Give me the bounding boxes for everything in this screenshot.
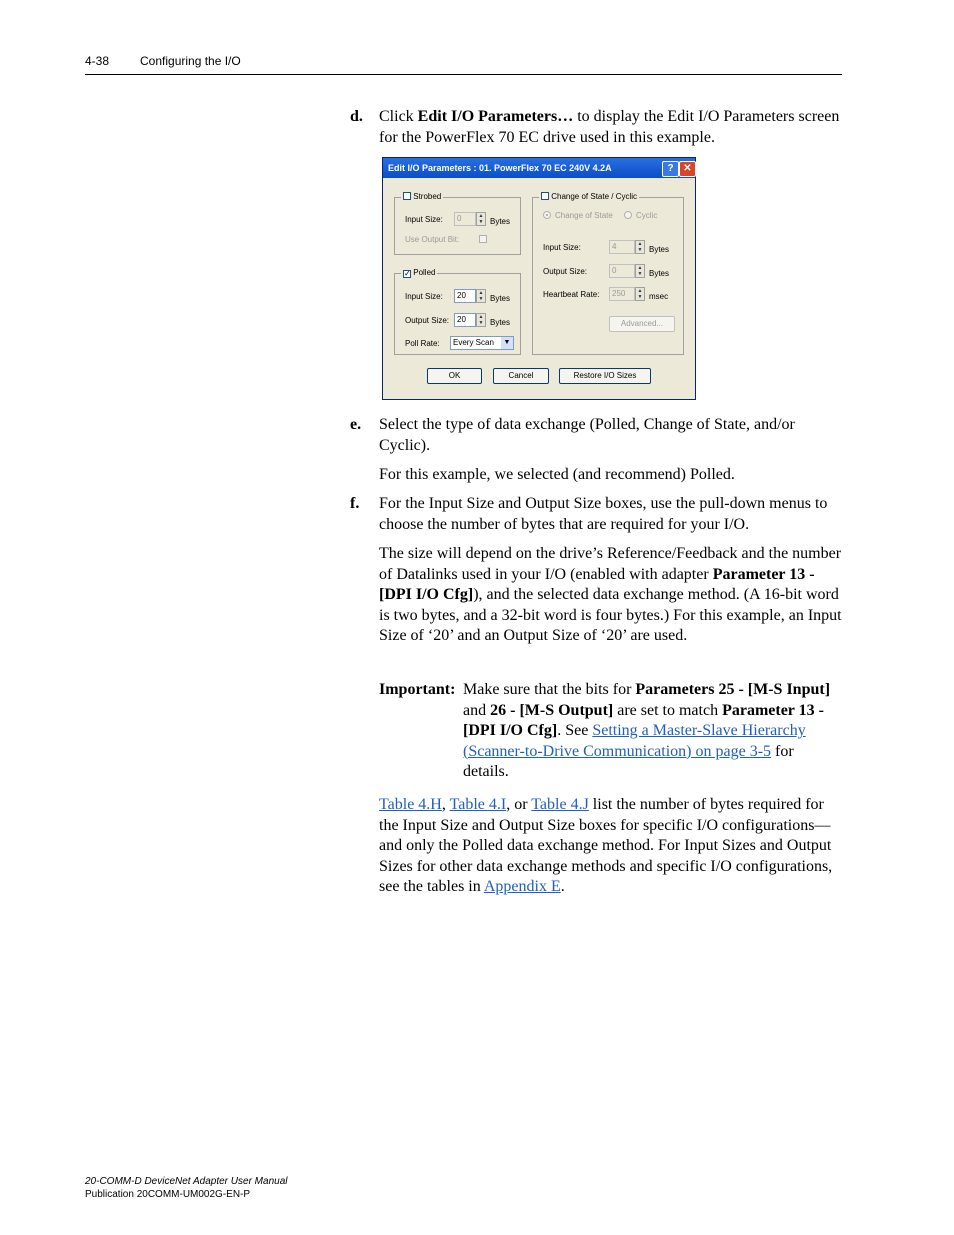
strobed-checkbox[interactable] — [403, 192, 411, 200]
step-text: For the Input Size and Output Size boxes, use the pull-down menus to choose the number of bytes that are required for your I/O. — [379, 495, 828, 533]
close-icon: ✕ — [683, 163, 692, 174]
strobed-group — [394, 192, 521, 255]
chevron-down-icon: ▼ — [501, 337, 513, 349]
strobed-input-size-spinner[interactable]: ▲ ▼ — [476, 212, 486, 226]
change-of-state-radio[interactable] — [543, 211, 551, 219]
poll-rate-select[interactable]: Every Scan ▼ — [450, 336, 514, 350]
polled-output-bytes-label: Bytes — [490, 318, 511, 327]
cos-cyclic-checkbox[interactable] — [541, 192, 549, 200]
footer-publication: Publication 20COMM-UM002G-EN-P — [85, 1189, 251, 1200]
cos-legend: Change of State / Cyclic — [539, 192, 639, 201]
table-4h-link[interactable]: Table 4.H — [379, 796, 442, 813]
step-label: f. — [350, 495, 360, 512]
cancel-button[interactable]: Cancel — [493, 368, 549, 384]
advanced-button[interactable]: Advanced... — [609, 316, 675, 332]
polled-input-size-label: Input Size: — [405, 292, 443, 301]
page-header — [85, 52, 842, 75]
footer-manual-title: 20-COMM-D DeviceNet Adapter User Manual — [85, 1176, 288, 1187]
polled-checkbox[interactable]: ✓ — [404, 269, 411, 278]
use-output-bit-label: Use Output Bit: — [405, 235, 460, 244]
strobed-input-size-field[interactable]: 0 — [454, 212, 476, 226]
master-slave-hierarchy-link[interactable]: Setting a Master-Slave Hierarchy (Scanner-to-Drive Communication) on page 3-5 — [463, 722, 806, 760]
page-footer — [85, 1175, 287, 1201]
polled-legend: ✓ Polled — [401, 268, 437, 278]
dialog-title: Edit I/O Parameters : 01. PowerFlex 70 EC 240V 4.2A — [388, 163, 612, 173]
help-icon: ? — [667, 163, 674, 174]
ok-button[interactable]: OK — [427, 368, 482, 384]
change-of-state-label: Change of State — [555, 211, 613, 220]
important-label: Important: — [379, 681, 456, 698]
cos-output-size-field[interactable]: 0 — [609, 264, 635, 278]
table-4i-link[interactable]: Table 4.I — [449, 796, 507, 813]
polled-input-size-field[interactable]: 20 — [454, 289, 476, 303]
appendix-e-link[interactable]: Appendix E — [483, 878, 561, 895]
poll-rate-label: Poll Rate: — [405, 339, 440, 348]
dialog-titlebar — [383, 158, 695, 178]
step-text: Select the type of data exchange (Polled, Change of State, and/or Cyclic). — [379, 416, 795, 454]
strobed-bytes-label: Bytes — [490, 217, 511, 226]
tables-para: Table 4.H, Table 4.I, or Table 4.J list the number of bytes required for the Input Size and Output Size boxes for specific I/O configurations—and only the Polled data exchange method. For Input Sizes and Output Sizes for other data exchange methods and specific I/O configurations, see the tables in Appendix E. — [379, 796, 833, 895]
page-number: 4-38 — [85, 54, 110, 68]
cos-cyclic-group — [532, 192, 684, 355]
cos-input-size-field[interactable]: 4 — [609, 240, 635, 254]
heartbeat-rate-spinner[interactable]: ▲ ▼ — [635, 287, 645, 301]
cyclic-radio[interactable] — [624, 211, 632, 219]
cos-input-size-label: Input Size: — [543, 243, 581, 252]
edit-io-parameters-dialog — [382, 157, 696, 400]
use-output-bit-checkbox[interactable] — [479, 235, 487, 243]
cos-input-size-spinner[interactable]: ▲ ▼ — [635, 240, 645, 254]
help-button[interactable] — [662, 161, 679, 177]
step-e-para: For this example, we selected (and recommend) Polled. — [379, 466, 735, 483]
polled-output-size-spinner[interactable]: ▲ ▼ — [476, 313, 486, 327]
strobed-legend: Strobed — [401, 192, 443, 201]
section-title: Configuring the I/O — [140, 54, 241, 68]
close-button[interactable] — [679, 161, 696, 177]
table-4j-link[interactable]: Table 4.J — [531, 796, 589, 813]
cos-output-size-label: Output Size: — [543, 267, 588, 276]
polled-input-size-spinner[interactable]: ▲ ▼ — [476, 289, 486, 303]
cos-output-size-spinner[interactable]: ▲ ▼ — [635, 264, 645, 278]
polled-input-bytes-label: Bytes — [490, 294, 511, 303]
cos-input-bytes-label: Bytes — [649, 245, 670, 254]
polled-group — [394, 268, 521, 355]
strobed-input-size-label: Input Size: — [405, 215, 443, 224]
msec-label: msec — [649, 292, 669, 301]
polled-output-size-label: Output Size: — [405, 316, 450, 325]
restore-io-sizes-button[interactable]: Restore I/O Sizes — [559, 368, 651, 384]
step-text: Click Edit I/O Parameters… to display the Edit I/O Parameters screen for the PowerFlex 70 EC drive used in this example. — [379, 108, 840, 146]
heartbeat-rate-label: Heartbeat Rate: — [543, 290, 600, 299]
heartbeat-rate-field[interactable]: 250 — [609, 287, 635, 301]
important-text: Make sure that the bits for Parameters 25 - [M-S Input] and 26 - [M-S Output] are set to match Parameter 13 - [DPI I/O Cfg]. See Setting a Master-Slave Hierarchy (Scanner-to-Drive Communication) on page 3-5 for details. — [463, 681, 831, 780]
polled-output-size-field[interactable]: 20 — [454, 313, 476, 327]
cos-output-bytes-label: Bytes — [649, 269, 670, 278]
step-label: d. — [350, 108, 363, 125]
cyclic-label: Cyclic — [636, 211, 658, 220]
step-label: e. — [350, 416, 362, 433]
step-f-para: The size will depend on the drive’s Reference/Feedback and the number of Datalinks used in your I/O (enabled with adapter Parameter 13 - [DPI I/O Cfg]), and the selected data exchange method. (A 16-bit word is two bytes, and a 32-bit word is four bytes.) For this example, an Input Size of ‘20’ and an Output Size of ‘20’ are used. — [379, 545, 842, 644]
